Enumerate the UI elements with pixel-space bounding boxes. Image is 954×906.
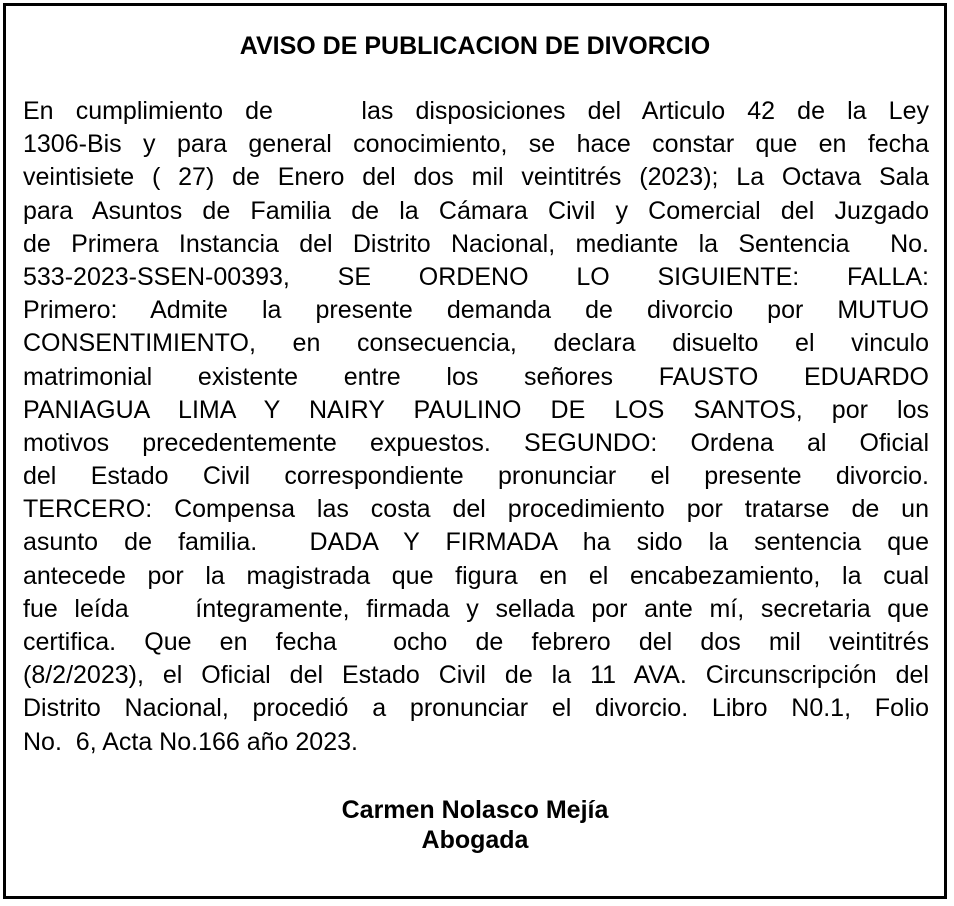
body-line: Primero: Admite la presente demanda de divorcio por MUTUO (23, 296, 929, 325)
notice-frame (3, 3, 947, 899)
body-line: matrimonial existente entre los señores FAUSTO EDUARDO (23, 362, 929, 391)
body-line: asunto de familia. DADA Y FIRMADA ha sido la sentencia que (23, 528, 929, 557)
body-line: certifica. Que en fecha ocho de febrero del dos mil veintitrés (23, 628, 929, 656)
signer-name: Carmen Nolasco Mejía (341, 796, 609, 824)
body-line: del Estado Civil correspondiente pronunciar el presente divorcio. (23, 462, 929, 491)
notice-title: AVISO DE PUBLICACION DE DIVORCIO (239, 32, 711, 60)
body-line: En cumplimiento de las disposiciones del Articulo 42 de la Ley (23, 97, 929, 125)
body-line: antecede por la magistrada que figura en el encabezamiento, la cual (23, 561, 929, 590)
body-line: 533-2023-SSEN-00393, SE ORDENO LO SIGUIENTE: FALLA: (23, 262, 929, 291)
body-line: para Asuntos de Familia de la Cámara Civil y Comercial del Juzgado (23, 196, 929, 225)
body-line: (8/2/2023), el Oficial del Estado Civil de la 11 AVA. Circunscripción del (23, 661, 929, 690)
body-line: veintisiete ( 27) de Enero del dos mil veintitrés (2023); La Octava Sala (23, 163, 929, 192)
body-line: Distrito Nacional, procedió a pronunciar el divorcio. Libro N0.1, Folio (23, 694, 929, 723)
notice-body (23, 95, 929, 759)
body-line: fue leída íntegramente, firmada y sellada por ante mí, secretaria que (23, 594, 929, 623)
body-line: No. 6, Acta No.166 año 2023. (23, 727, 358, 756)
body-line: CONSENTIMIENTO, en consecuencia, declara disuelto el vinculo (23, 329, 929, 358)
body-line: de Primera Instancia del Distrito Nacional, mediante la Sentencia No. (23, 229, 929, 258)
body-line: 1306-Bis y para general conocimiento, se hace constar que en fecha (23, 130, 929, 159)
signer-title: Abogada (421, 826, 529, 854)
body-line: PANIAGUA LIMA Y NAIRY PAULINO DE LOS SANTOS, por los (23, 395, 929, 424)
body-line: TERCERO: Compensa las costa del procedimiento por tratarse de un (23, 495, 929, 524)
body-line: motivos precedentemente expuestos. SEGUNDO: Ordena al Oficial (23, 428, 929, 457)
signature-block (6, 795, 944, 855)
